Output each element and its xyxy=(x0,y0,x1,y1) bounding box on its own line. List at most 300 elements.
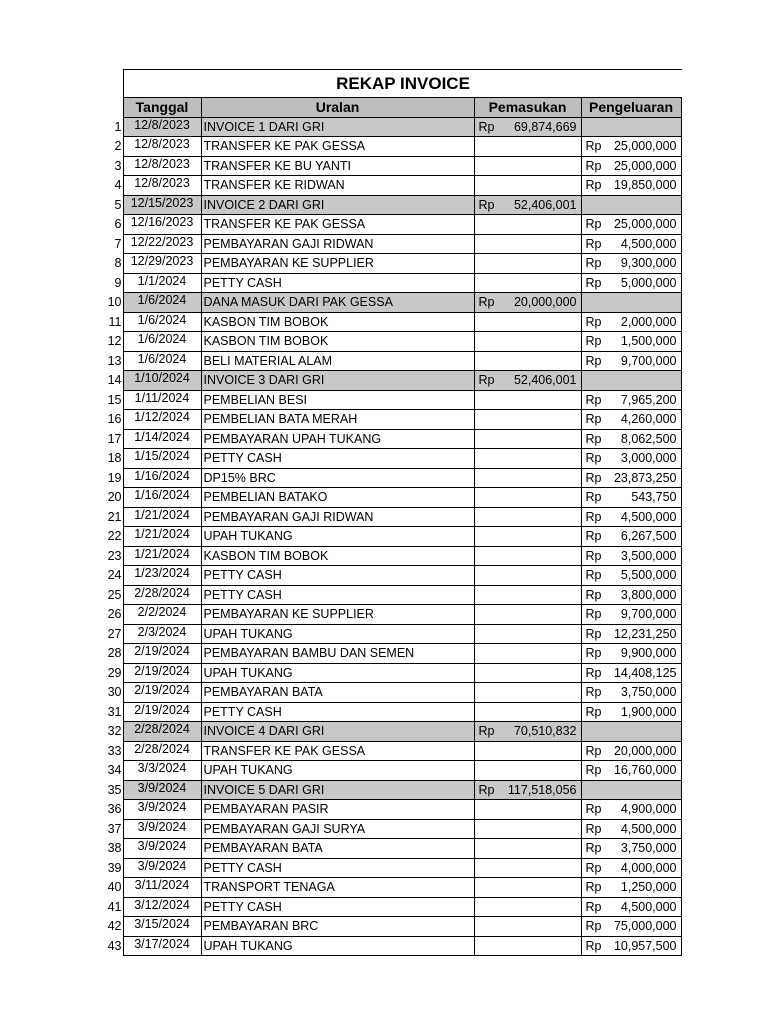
row-number: 38 xyxy=(105,839,123,859)
sheet-title: REKAP INVOICE xyxy=(123,69,682,97)
amount-value: 3,500,000 xyxy=(620,548,677,563)
row-number: 30 xyxy=(105,683,123,703)
currency-label: Rp xyxy=(585,529,602,544)
currency-label: Rp xyxy=(585,665,602,680)
income-cell xyxy=(474,683,581,703)
expense-cell xyxy=(581,351,681,371)
expense-cell xyxy=(581,293,681,313)
income-cell xyxy=(474,254,581,274)
income-cell xyxy=(474,234,581,254)
date-cell: 3/9/2024 xyxy=(123,819,201,839)
date-cell: 3/11/2024 xyxy=(123,878,201,898)
date-cell: 3/12/2024 xyxy=(123,897,201,917)
table-row xyxy=(105,176,681,196)
row-number: 4 xyxy=(105,176,123,196)
date-cell: 1/10/2024 xyxy=(123,371,201,391)
date-cell: 2/28/2024 xyxy=(123,722,201,742)
row-number: 26 xyxy=(105,605,123,625)
table-row xyxy=(105,195,681,215)
amount-value: 14,408,125 xyxy=(613,665,677,680)
expense-cell xyxy=(581,371,681,391)
expense-cell xyxy=(581,663,681,683)
date-column-header: Tanggal xyxy=(123,98,201,118)
description-column-header: Uralan xyxy=(201,98,474,118)
row-number: 21 xyxy=(105,507,123,527)
currency-label: Rp xyxy=(585,743,602,758)
currency-label: Rp xyxy=(585,353,602,368)
description-cell: DANA MASUK DARI PAK GESSA xyxy=(201,293,474,313)
table-row xyxy=(105,312,681,332)
row-number: 9 xyxy=(105,273,123,293)
currency-label: Rp xyxy=(478,197,495,212)
row-number: 39 xyxy=(105,858,123,878)
expense-cell xyxy=(581,156,681,176)
row-number: 17 xyxy=(105,429,123,449)
table-row xyxy=(105,156,681,176)
amount-value: 3,000,000 xyxy=(620,451,677,466)
row-number: 40 xyxy=(105,878,123,898)
date-cell: 1/12/2024 xyxy=(123,410,201,430)
currency-label: Rp xyxy=(585,880,602,895)
description-cell: PEMBELIAN BATAKO xyxy=(201,488,474,508)
income-cell xyxy=(474,390,581,410)
amount-value: 1,250,000 xyxy=(620,880,677,895)
table-row xyxy=(105,429,681,449)
date-cell: 12/8/2023 xyxy=(123,176,201,196)
amount-value: 25,000,000 xyxy=(613,158,677,173)
row-number: 8 xyxy=(105,254,123,274)
amount-value: 4,000,000 xyxy=(620,860,677,875)
income-cell xyxy=(474,546,581,566)
date-cell: 2/19/2024 xyxy=(123,663,201,683)
row-number: 1 xyxy=(105,117,123,137)
currency-label: Rp xyxy=(585,275,602,290)
income-cell xyxy=(474,449,581,469)
table-row xyxy=(105,702,681,722)
description-cell: UPAH TUKANG xyxy=(201,624,474,644)
table-row xyxy=(105,917,681,937)
table-row xyxy=(105,936,681,956)
table-row xyxy=(105,624,681,644)
date-cell: 3/3/2024 xyxy=(123,761,201,781)
date-cell: 1/21/2024 xyxy=(123,507,201,527)
expense-cell xyxy=(581,800,681,820)
description-cell: UPAH TUKANG xyxy=(201,761,474,781)
date-cell: 2/19/2024 xyxy=(123,683,201,703)
date-cell: 1/21/2024 xyxy=(123,527,201,547)
expense-cell xyxy=(581,215,681,235)
income-cell xyxy=(474,117,581,137)
date-cell: 12/8/2023 xyxy=(123,156,201,176)
description-cell: TRANSPORT TENAGA xyxy=(201,878,474,898)
table-row xyxy=(105,215,681,235)
date-cell: 1/6/2024 xyxy=(123,293,201,313)
row-number: 41 xyxy=(105,897,123,917)
expense-cell xyxy=(581,683,681,703)
currency-label: Rp xyxy=(585,236,602,251)
date-cell: 2/28/2024 xyxy=(123,585,201,605)
amount-value: 6,267,500 xyxy=(620,529,677,544)
amount-value: 69,874,669 xyxy=(513,119,577,134)
row-number: 24 xyxy=(105,566,123,586)
expense-cell xyxy=(581,254,681,274)
expense-cell xyxy=(581,410,681,430)
expense-cell xyxy=(581,878,681,898)
expense-cell xyxy=(581,644,681,664)
amount-value: 9,700,000 xyxy=(620,607,677,622)
row-number: 20 xyxy=(105,488,123,508)
table-row xyxy=(105,546,681,566)
date-cell: 3/9/2024 xyxy=(123,800,201,820)
amount-value: 9,300,000 xyxy=(620,256,677,271)
row-number: 15 xyxy=(105,390,123,410)
date-cell: 2/19/2024 xyxy=(123,644,201,664)
description-cell: INVOICE 3 DARI GRI xyxy=(201,371,474,391)
description-cell: UPAH TUKANG xyxy=(201,936,474,956)
date-cell: 2/3/2024 xyxy=(123,624,201,644)
income-cell xyxy=(474,273,581,293)
currency-label: Rp xyxy=(585,412,602,427)
description-cell: PEMBAYARAN GAJI RIDWAN xyxy=(201,507,474,527)
amount-value: 23,873,250 xyxy=(613,470,677,485)
currency-label: Rp xyxy=(478,295,495,310)
row-number: 11 xyxy=(105,312,123,332)
description-cell: PETTY CASH xyxy=(201,702,474,722)
income-column-header: Pemasukan xyxy=(474,98,581,118)
table-row xyxy=(105,683,681,703)
date-cell: 1/23/2024 xyxy=(123,566,201,586)
date-cell: 3/9/2024 xyxy=(123,839,201,859)
description-cell: PEMBAYARAN KE SUPPLIER xyxy=(201,254,474,274)
date-cell: 1/21/2024 xyxy=(123,546,201,566)
date-cell: 12/16/2023 xyxy=(123,215,201,235)
expense-column-header: Pengeluaran xyxy=(581,98,681,118)
amount-value: 5,500,000 xyxy=(620,568,677,583)
income-cell xyxy=(474,917,581,937)
date-cell: 3/17/2024 xyxy=(123,936,201,956)
row-number: 25 xyxy=(105,585,123,605)
income-cell xyxy=(474,312,581,332)
amount-value: 52,406,001 xyxy=(513,373,577,388)
currency-label: Rp xyxy=(585,392,602,407)
table-row xyxy=(105,351,681,371)
date-cell: 1/14/2024 xyxy=(123,429,201,449)
currency-label: Rp xyxy=(585,860,602,875)
table-row xyxy=(105,780,681,800)
currency-label: Rp xyxy=(585,607,602,622)
table-row xyxy=(105,663,681,683)
description-cell: INVOICE 5 DARI GRI xyxy=(201,780,474,800)
row-number: 32 xyxy=(105,722,123,742)
expense-cell xyxy=(581,117,681,137)
currency-label: Rp xyxy=(585,646,602,661)
expense-cell xyxy=(581,507,681,527)
expense-cell xyxy=(581,390,681,410)
amount-value: 25,000,000 xyxy=(613,217,677,232)
table-row xyxy=(105,839,681,859)
amount-value: 8,062,500 xyxy=(620,431,677,446)
description-cell: PEMBELIAN BESI xyxy=(201,390,474,410)
row-number: 33 xyxy=(105,741,123,761)
expense-cell xyxy=(581,741,681,761)
expense-cell xyxy=(581,546,681,566)
expense-cell xyxy=(581,761,681,781)
amount-value: 12,231,250 xyxy=(613,626,677,641)
income-cell xyxy=(474,780,581,800)
table-row xyxy=(105,507,681,527)
income-cell xyxy=(474,371,581,391)
date-cell: 1/6/2024 xyxy=(123,332,201,352)
description-cell: KASBON TIM BOBOK xyxy=(201,332,474,352)
amount-value: 5,000,000 xyxy=(620,275,677,290)
date-cell: 1/6/2024 xyxy=(123,351,201,371)
amount-value: 16,760,000 xyxy=(613,763,677,778)
income-cell xyxy=(474,410,581,430)
row-number: 29 xyxy=(105,663,123,683)
table-row xyxy=(105,293,681,313)
date-cell: 12/8/2023 xyxy=(123,137,201,157)
row-number: 3 xyxy=(105,156,123,176)
row-number: 35 xyxy=(105,780,123,800)
description-cell: TRANSFER KE PAK GESSA xyxy=(201,741,474,761)
description-cell: INVOICE 2 DARI GRI xyxy=(201,195,474,215)
row-number-header xyxy=(105,98,123,118)
row-number: 27 xyxy=(105,624,123,644)
table-row xyxy=(105,566,681,586)
amount-value: 4,500,000 xyxy=(620,509,677,524)
date-cell: 12/15/2023 xyxy=(123,195,201,215)
description-cell: PETTY CASH xyxy=(201,858,474,878)
description-cell: KASBON TIM BOBOK xyxy=(201,312,474,332)
description-cell: TRANSFER KE BU YANTI xyxy=(201,156,474,176)
description-cell: TRANSFER KE PAK GESSA xyxy=(201,137,474,157)
income-cell xyxy=(474,722,581,742)
table-row xyxy=(105,761,681,781)
date-cell: 1/15/2024 xyxy=(123,449,201,469)
expense-cell xyxy=(581,332,681,352)
amount-value: 20,000,000 xyxy=(613,743,677,758)
invoice-table xyxy=(105,97,682,956)
row-number: 13 xyxy=(105,351,123,371)
income-cell xyxy=(474,741,581,761)
amount-value: 7,965,200 xyxy=(620,392,677,407)
currency-label: Rp xyxy=(585,704,602,719)
income-cell xyxy=(474,800,581,820)
description-cell: PETTY CASH xyxy=(201,449,474,469)
currency-label: Rp xyxy=(585,587,602,602)
row-number: 12 xyxy=(105,332,123,352)
expense-cell xyxy=(581,234,681,254)
amount-value: 543,750 xyxy=(631,490,677,505)
table-row xyxy=(105,137,681,157)
expense-cell xyxy=(581,722,681,742)
amount-value: 4,500,000 xyxy=(620,899,677,914)
description-cell: PETTY CASH xyxy=(201,273,474,293)
row-number: 14 xyxy=(105,371,123,391)
amount-value: 4,500,000 xyxy=(620,236,677,251)
date-cell: 1/16/2024 xyxy=(123,488,201,508)
table-row xyxy=(105,800,681,820)
currency-label: Rp xyxy=(585,334,602,349)
income-cell xyxy=(474,702,581,722)
row-number: 28 xyxy=(105,644,123,664)
row-number: 43 xyxy=(105,936,123,956)
expense-cell xyxy=(581,780,681,800)
amount-value: 20,000,000 xyxy=(513,295,577,310)
income-cell xyxy=(474,488,581,508)
date-cell: 1/16/2024 xyxy=(123,468,201,488)
row-number: 19 xyxy=(105,468,123,488)
row-number: 16 xyxy=(105,410,123,430)
income-cell xyxy=(474,156,581,176)
table-row xyxy=(105,605,681,625)
description-cell: PETTY CASH xyxy=(201,897,474,917)
description-cell: PEMBAYARAN UPAH TUKANG xyxy=(201,429,474,449)
amount-value: 2,000,000 xyxy=(620,314,677,329)
amount-value: 3,750,000 xyxy=(620,841,677,856)
table-row xyxy=(105,488,681,508)
table-row xyxy=(105,585,681,605)
description-cell: PEMBAYARAN PASIR xyxy=(201,800,474,820)
income-cell xyxy=(474,819,581,839)
amount-value: 52,406,001 xyxy=(513,197,577,212)
income-cell xyxy=(474,585,581,605)
amount-value: 1,900,000 xyxy=(620,704,677,719)
amount-value: 75,000,000 xyxy=(613,919,677,934)
table-row xyxy=(105,390,681,410)
currency-label: Rp xyxy=(585,568,602,583)
date-cell: 3/15/2024 xyxy=(123,917,201,937)
table-row xyxy=(105,273,681,293)
row-number: 31 xyxy=(105,702,123,722)
currency-label: Rp xyxy=(585,431,602,446)
description-cell: KASBON TIM BOBOK xyxy=(201,546,474,566)
currency-label: Rp xyxy=(585,217,602,232)
date-cell: 2/19/2024 xyxy=(123,702,201,722)
currency-label: Rp xyxy=(585,841,602,856)
description-cell: PETTY CASH xyxy=(201,585,474,605)
amount-value: 117,518,056 xyxy=(507,782,577,797)
currency-label: Rp xyxy=(585,314,602,329)
description-cell: TRANSFER KE RIDWAN xyxy=(201,176,474,196)
income-cell xyxy=(474,429,581,449)
description-cell: PETTY CASH xyxy=(201,566,474,586)
currency-label: Rp xyxy=(585,899,602,914)
income-cell xyxy=(474,507,581,527)
date-cell: 2/28/2024 xyxy=(123,741,201,761)
expense-cell xyxy=(581,488,681,508)
table-row xyxy=(105,644,681,664)
amount-value: 3,800,000 xyxy=(620,587,677,602)
currency-label: Rp xyxy=(478,782,495,797)
income-cell xyxy=(474,468,581,488)
expense-cell xyxy=(581,897,681,917)
row-number: 10 xyxy=(105,293,123,313)
table-row xyxy=(105,332,681,352)
table-row xyxy=(105,254,681,274)
currency-label: Rp xyxy=(585,139,602,154)
date-cell: 1/1/2024 xyxy=(123,273,201,293)
currency-label: Rp xyxy=(585,626,602,641)
income-cell xyxy=(474,624,581,644)
description-cell: BELI MATERIAL ALAM xyxy=(201,351,474,371)
currency-label: Rp xyxy=(585,919,602,934)
row-number: 37 xyxy=(105,819,123,839)
currency-label: Rp xyxy=(478,373,495,388)
table-row xyxy=(105,858,681,878)
description-cell: INVOICE 4 DARI GRI xyxy=(201,722,474,742)
invoice-sheet xyxy=(105,69,681,956)
currency-label: Rp xyxy=(585,470,602,485)
amount-value: 3,750,000 xyxy=(620,685,677,700)
currency-label: Rp xyxy=(585,548,602,563)
currency-label: Rp xyxy=(585,158,602,173)
amount-value: 19,850,000 xyxy=(613,178,677,193)
currency-label: Rp xyxy=(585,256,602,271)
income-cell xyxy=(474,644,581,664)
table-row xyxy=(105,722,681,742)
expense-cell xyxy=(581,839,681,859)
row-number: 42 xyxy=(105,917,123,937)
amount-value: 9,900,000 xyxy=(620,646,677,661)
expense-cell xyxy=(581,468,681,488)
row-number: 22 xyxy=(105,527,123,547)
amount-value: 10,957,500 xyxy=(613,938,677,953)
currency-label: Rp xyxy=(585,178,602,193)
amount-value: 9,700,000 xyxy=(620,353,677,368)
income-cell xyxy=(474,137,581,157)
date-cell: 1/6/2024 xyxy=(123,312,201,332)
income-cell xyxy=(474,761,581,781)
date-cell: 1/11/2024 xyxy=(123,390,201,410)
header-row xyxy=(105,98,681,118)
expense-cell xyxy=(581,273,681,293)
row-number: 18 xyxy=(105,449,123,469)
expense-cell xyxy=(581,605,681,625)
income-cell xyxy=(474,858,581,878)
row-number: 7 xyxy=(105,234,123,254)
date-cell: 2/2/2024 xyxy=(123,605,201,625)
income-cell xyxy=(474,176,581,196)
amount-value: 4,900,000 xyxy=(620,802,677,817)
expense-cell xyxy=(581,527,681,547)
table-row xyxy=(105,741,681,761)
currency-label: Rp xyxy=(585,802,602,817)
table-row xyxy=(105,410,681,430)
currency-label: Rp xyxy=(585,490,602,505)
amount-value: 70,510,832 xyxy=(513,724,577,739)
row-number: 23 xyxy=(105,546,123,566)
currency-label: Rp xyxy=(585,509,602,524)
description-cell: PEMBAYARAN BATA xyxy=(201,839,474,859)
table-row xyxy=(105,449,681,469)
description-cell: UPAH TUKANG xyxy=(201,663,474,683)
expense-cell xyxy=(581,624,681,644)
expense-cell xyxy=(581,917,681,937)
row-number: 2 xyxy=(105,137,123,157)
description-cell: PEMBELIAN BATA MERAH xyxy=(201,410,474,430)
income-cell xyxy=(474,605,581,625)
row-number: 34 xyxy=(105,761,123,781)
table-row xyxy=(105,819,681,839)
currency-label: Rp xyxy=(585,685,602,700)
date-cell: 12/29/2023 xyxy=(123,254,201,274)
income-cell xyxy=(474,195,581,215)
income-cell xyxy=(474,351,581,371)
row-number: 5 xyxy=(105,195,123,215)
amount-value: 25,000,000 xyxy=(613,139,677,154)
currency-label: Rp xyxy=(585,938,602,953)
